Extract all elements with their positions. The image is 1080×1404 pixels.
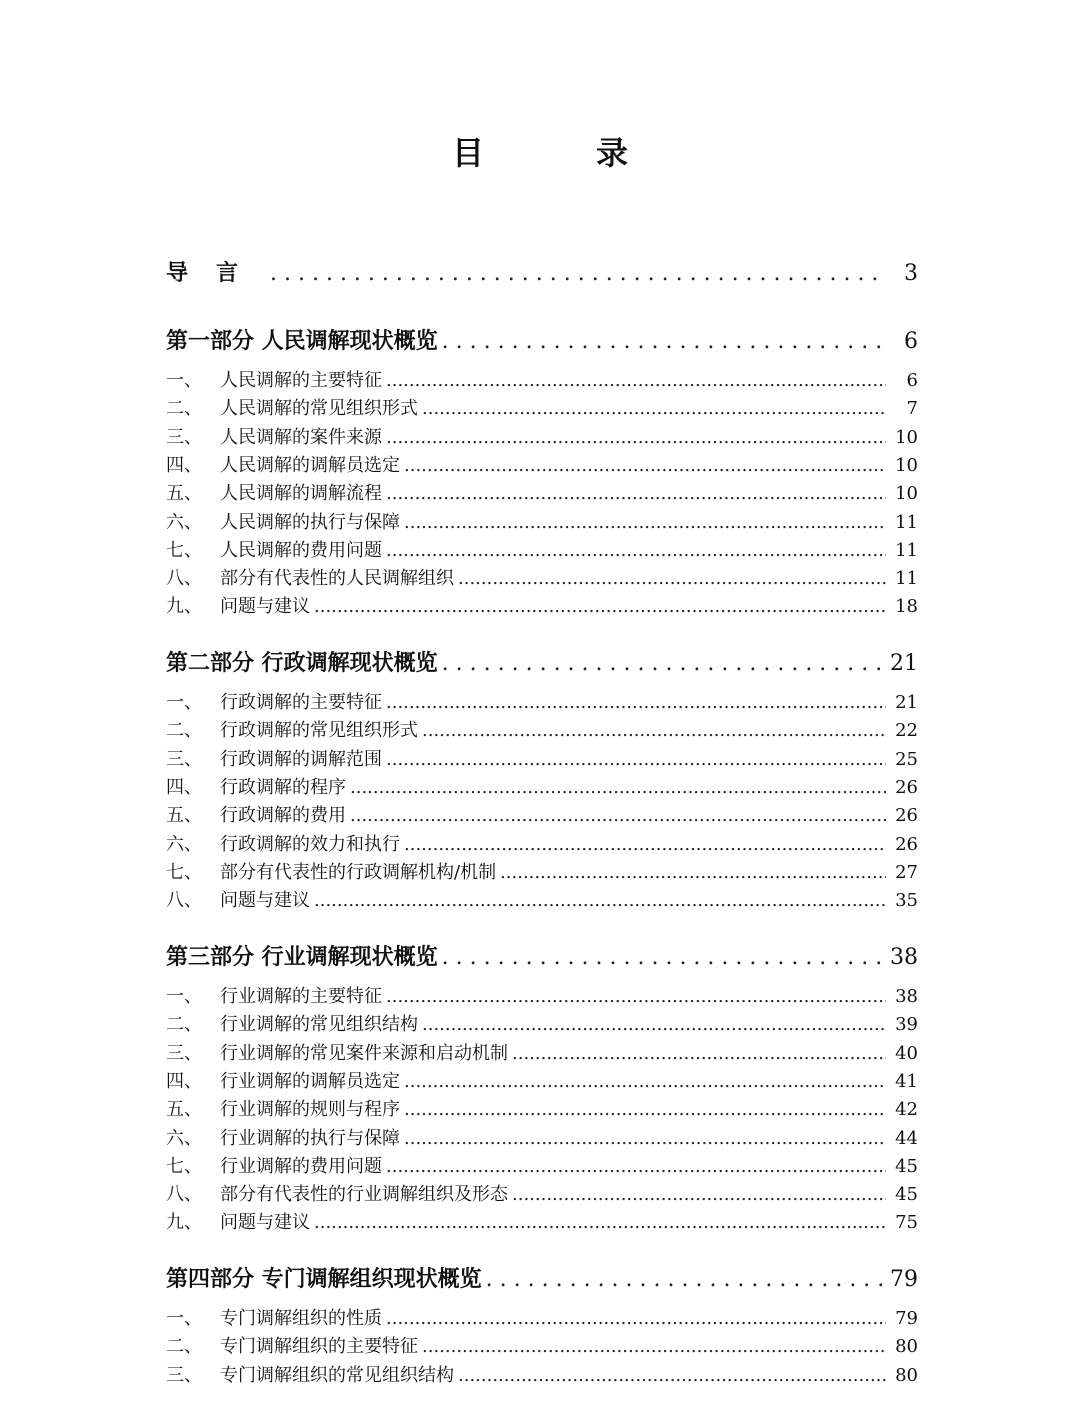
toc-item-number: 二、 [166,398,202,420]
toc-item-number: 四、 [166,776,202,798]
dot-leader [386,692,886,713]
toc-item-number: 一、 [166,986,202,1007]
toc-item-label [166,801,346,827]
dot-leader [270,261,886,286]
toc-item[interactable] [166,1039,918,1065]
toc-item-page: 26 [895,805,918,827]
toc-item-label [166,773,346,799]
toc-intro-entry[interactable] [166,256,918,287]
toc-item-number: 九、 [166,1212,202,1234]
toc-item[interactable] [166,1010,918,1036]
toc-item[interactable] [166,801,918,827]
toc-part-page: 79 [890,1267,918,1292]
toc-part-label: 第四部分 专门调解组织现状概览 [166,1266,482,1292]
toc-item-label [166,1010,418,1036]
dot-leader [404,1128,886,1149]
toc-item-label [166,1304,382,1330]
toc-item[interactable] [166,982,918,1008]
toc-item-number: 三、 [166,426,202,448]
toc-item[interactable] [166,394,918,420]
toc-item-title: 部分有代表性的行政调解机构/机制 [220,861,497,883]
toc-item-label [166,1124,400,1150]
toc-item-label [166,858,496,884]
toc-item-title: 专门调解组织的常见组织结构 [220,1364,454,1386]
dot-leader [486,1267,884,1292]
toc-part-label: 第一部分 人民调解现状概览 [166,328,438,354]
toc-item-page: 45 [895,1155,918,1177]
dot-leader [512,1184,886,1205]
dot-leader [350,777,886,798]
toc-item-number: 六、 [166,1127,202,1149]
toc-item-page: 11 [895,511,918,533]
toc-item[interactable] [166,1124,918,1150]
dot-leader [442,651,884,676]
dot-leader [512,1043,886,1064]
toc-item-title: 行业调解的费用问题 [220,1155,382,1177]
toc-item-title: 专门调解组织的主要特征 [220,1336,418,1358]
toc-item[interactable] [166,858,918,884]
toc-item-number: 五、 [166,1099,202,1121]
toc-item-number: 八、 [166,890,202,912]
toc-item-title: 行业调解的主要特征 [220,986,382,1007]
toc-item-number: 二、 [166,1336,202,1358]
dot-leader [422,398,886,419]
toc-item-page: 21 [895,692,918,713]
toc-item-page: 44 [895,1127,918,1149]
toc-item-number: 五、 [166,483,202,505]
toc-part-page: 21 [890,651,918,676]
toc-item[interactable] [166,745,918,771]
toc-item-title: 人民调解的费用问题 [220,539,382,561]
toc-item-page: 80 [895,1336,918,1358]
toc-item-label [166,451,400,477]
dot-leader [422,1014,886,1035]
toc-item-page: 18 [895,596,918,618]
toc-item[interactable] [166,830,918,856]
toc-item-page: 6 [906,370,918,391]
toc-item[interactable] [166,1332,918,1358]
toc-item-number: 八、 [166,1184,202,1206]
dot-leader [404,1099,886,1120]
dot-leader [422,1336,886,1357]
toc-item-title: 问题与建议 [220,890,310,912]
toc-item-label [166,1095,400,1121]
toc-item-title: 行政调解的主要特征 [220,692,382,713]
toc-item-label [166,1208,310,1234]
toc-entry-label: 导言 [166,260,267,286]
toc-item-label [166,982,382,1008]
toc-item-label [166,688,382,714]
dot-leader [314,1212,886,1233]
dot-leader [404,512,886,533]
toc-item-title: 行政调解的费用 [220,805,346,827]
toc-item-label [166,1180,508,1206]
dot-leader [386,370,886,391]
toc-item-number: 六、 [166,511,202,533]
toc-item[interactable] [166,1067,918,1093]
toc-item-title: 行业调解的规则与程序 [220,1099,400,1121]
toc-part-page: 38 [890,945,918,970]
toc-item-page: 22 [895,720,918,742]
toc-item-page: 39 [895,1014,918,1036]
toc-item-page: 26 [895,833,918,855]
toc-item-number: 三、 [166,748,202,770]
toc-item-label [166,1332,418,1358]
dot-leader [404,834,886,855]
dot-leader [458,568,886,589]
dot-leader [386,1308,886,1329]
dot-leader [386,427,886,448]
toc-item[interactable] [166,688,918,714]
toc-item-page: 42 [895,1099,918,1121]
dot-leader [442,329,886,354]
toc-item-title: 专门调解组织的性质 [220,1308,382,1329]
toc-item-title: 行业调解的常见案件来源和启动机制 [220,1042,508,1064]
toc-item-title: 人民调解的调解员选定 [220,454,400,476]
toc-item-page: 75 [895,1212,918,1234]
toc-item-title: 人民调解的主要特征 [220,370,382,391]
toc-item[interactable] [166,1361,918,1387]
toc-item-page: 26 [895,776,918,798]
toc-item[interactable] [166,1208,918,1234]
toc-item-label [166,564,454,590]
toc-item[interactable] [166,592,918,618]
toc-item[interactable] [166,564,918,590]
toc-item-number: 四、 [166,454,202,476]
dot-leader [350,805,886,826]
dot-leader [386,540,886,561]
toc-item-label [166,366,382,392]
toc-item-title: 部分有代表性的行业调解组织及形态 [220,1184,508,1206]
toc-item-title: 人民调解的案件来源 [220,426,382,448]
dot-leader [500,862,886,883]
dot-leader [314,890,886,911]
toc-item-number: 六、 [166,833,202,855]
toc-item[interactable] [166,1304,918,1330]
toc-item-number: 一、 [166,370,202,391]
toc-item-label [166,745,382,771]
toc-item-number: 三、 [166,1042,202,1064]
toc-item-page: 35 [895,890,918,912]
toc-part-label: 第二部分 行政调解现状概览 [166,650,438,676]
toc-item-label [166,1361,454,1387]
toc-part-1[interactable] [166,324,918,355]
toc-item-number: 一、 [166,1308,202,1329]
toc-item-page: 79 [895,1308,918,1329]
toc-item-title: 行政调解的效力和执行 [220,833,400,855]
toc-item-label [166,1067,400,1093]
toc-part-label: 第三部分 行业调解现状概览 [166,944,438,970]
dot-leader [422,720,886,741]
toc-item-page: 80 [895,1364,918,1386]
toc-item-page: 27 [895,861,918,883]
toc-item-title: 行业调解的常见组织结构 [220,1014,418,1036]
toc-item-title: 行政调解的常见组织形式 [220,720,418,742]
toc-item-page: 10 [895,483,918,505]
dot-leader [314,596,886,617]
toc-item-page: 45 [895,1184,918,1206]
toc-item-number: 一、 [166,692,202,713]
toc-item[interactable] [166,508,918,534]
toc-item-label [166,1152,382,1178]
dot-leader [386,749,886,770]
toc-item[interactable] [166,366,918,392]
dot-leader [458,1365,886,1386]
toc-item[interactable] [166,479,918,505]
toc-item-page: 10 [895,454,918,476]
toc-item-title: 行业调解的执行与保障 [220,1127,400,1149]
toc-item-label [166,886,310,912]
toc-item-title: 问题与建议 [220,1212,310,1234]
dot-leader [404,1071,886,1092]
toc-item-number: 七、 [166,1155,202,1177]
toc-item-title: 部分有代表性的人民调解组织 [220,568,454,590]
toc-item-label [166,394,418,420]
toc-item-label [166,536,382,562]
toc-item-label [166,479,382,505]
toc-part-3[interactable] [166,940,918,971]
toc-item-number: 三、 [166,1364,202,1386]
page-title: 目 录 [451,134,668,172]
toc-item[interactable] [166,451,918,477]
toc-item-title: 行政调解的程序 [220,776,346,798]
toc-item-title: 人民调解的调解流程 [220,483,382,505]
dot-leader [442,945,884,970]
toc-item-label [166,830,400,856]
toc-item-number: 七、 [166,861,202,883]
toc-item-title: 人民调解的执行与保障 [220,511,400,533]
toc-item-page: 40 [895,1042,918,1064]
toc-item-number: 二、 [166,1014,202,1036]
toc-item-page: 7 [906,398,918,420]
toc-item[interactable] [166,716,918,742]
toc-item[interactable] [166,886,918,912]
toc-item[interactable] [166,536,918,562]
toc-item-page: 11 [895,539,918,561]
toc-item-page: 25 [895,748,918,770]
toc-item[interactable] [166,1095,918,1121]
toc-item-number: 九、 [166,596,202,618]
toc-part-page: 6 [904,329,918,354]
toc-item[interactable] [166,1152,918,1178]
toc-item-page: 11 [895,568,918,590]
toc-item-page: 10 [895,426,918,448]
toc-item-number: 二、 [166,720,202,742]
toc-item-page: 38 [895,986,918,1007]
dot-leader [386,986,886,1007]
toc-item[interactable] [166,423,918,449]
toc-part-4[interactable] [166,1262,918,1293]
toc-item-label [166,508,400,534]
toc-entry-page: 3 [904,261,918,286]
toc-item-label [166,423,382,449]
toc-item-number: 七、 [166,539,202,561]
toc-item-title: 问题与建议 [220,596,310,618]
toc-part-2[interactable] [166,646,918,677]
toc-item-title: 人民调解的常见组织形式 [220,398,418,420]
toc-item-page: 41 [895,1070,918,1092]
toc-item-label [166,592,310,618]
toc-item-label [166,716,418,742]
dot-leader [404,455,886,476]
toc-item-title: 行政调解的调解范围 [220,748,382,770]
dot-leader [386,1156,886,1177]
toc-item-title: 行业调解的调解员选定 [220,1070,400,1092]
dot-leader [386,483,886,504]
toc-item[interactable] [166,773,918,799]
toc-item-number: 五、 [166,805,202,827]
toc-item[interactable] [166,1180,918,1206]
toc-item-number: 八、 [166,568,202,590]
toc-item-label [166,1039,508,1065]
toc-item-number: 四、 [166,1070,202,1092]
